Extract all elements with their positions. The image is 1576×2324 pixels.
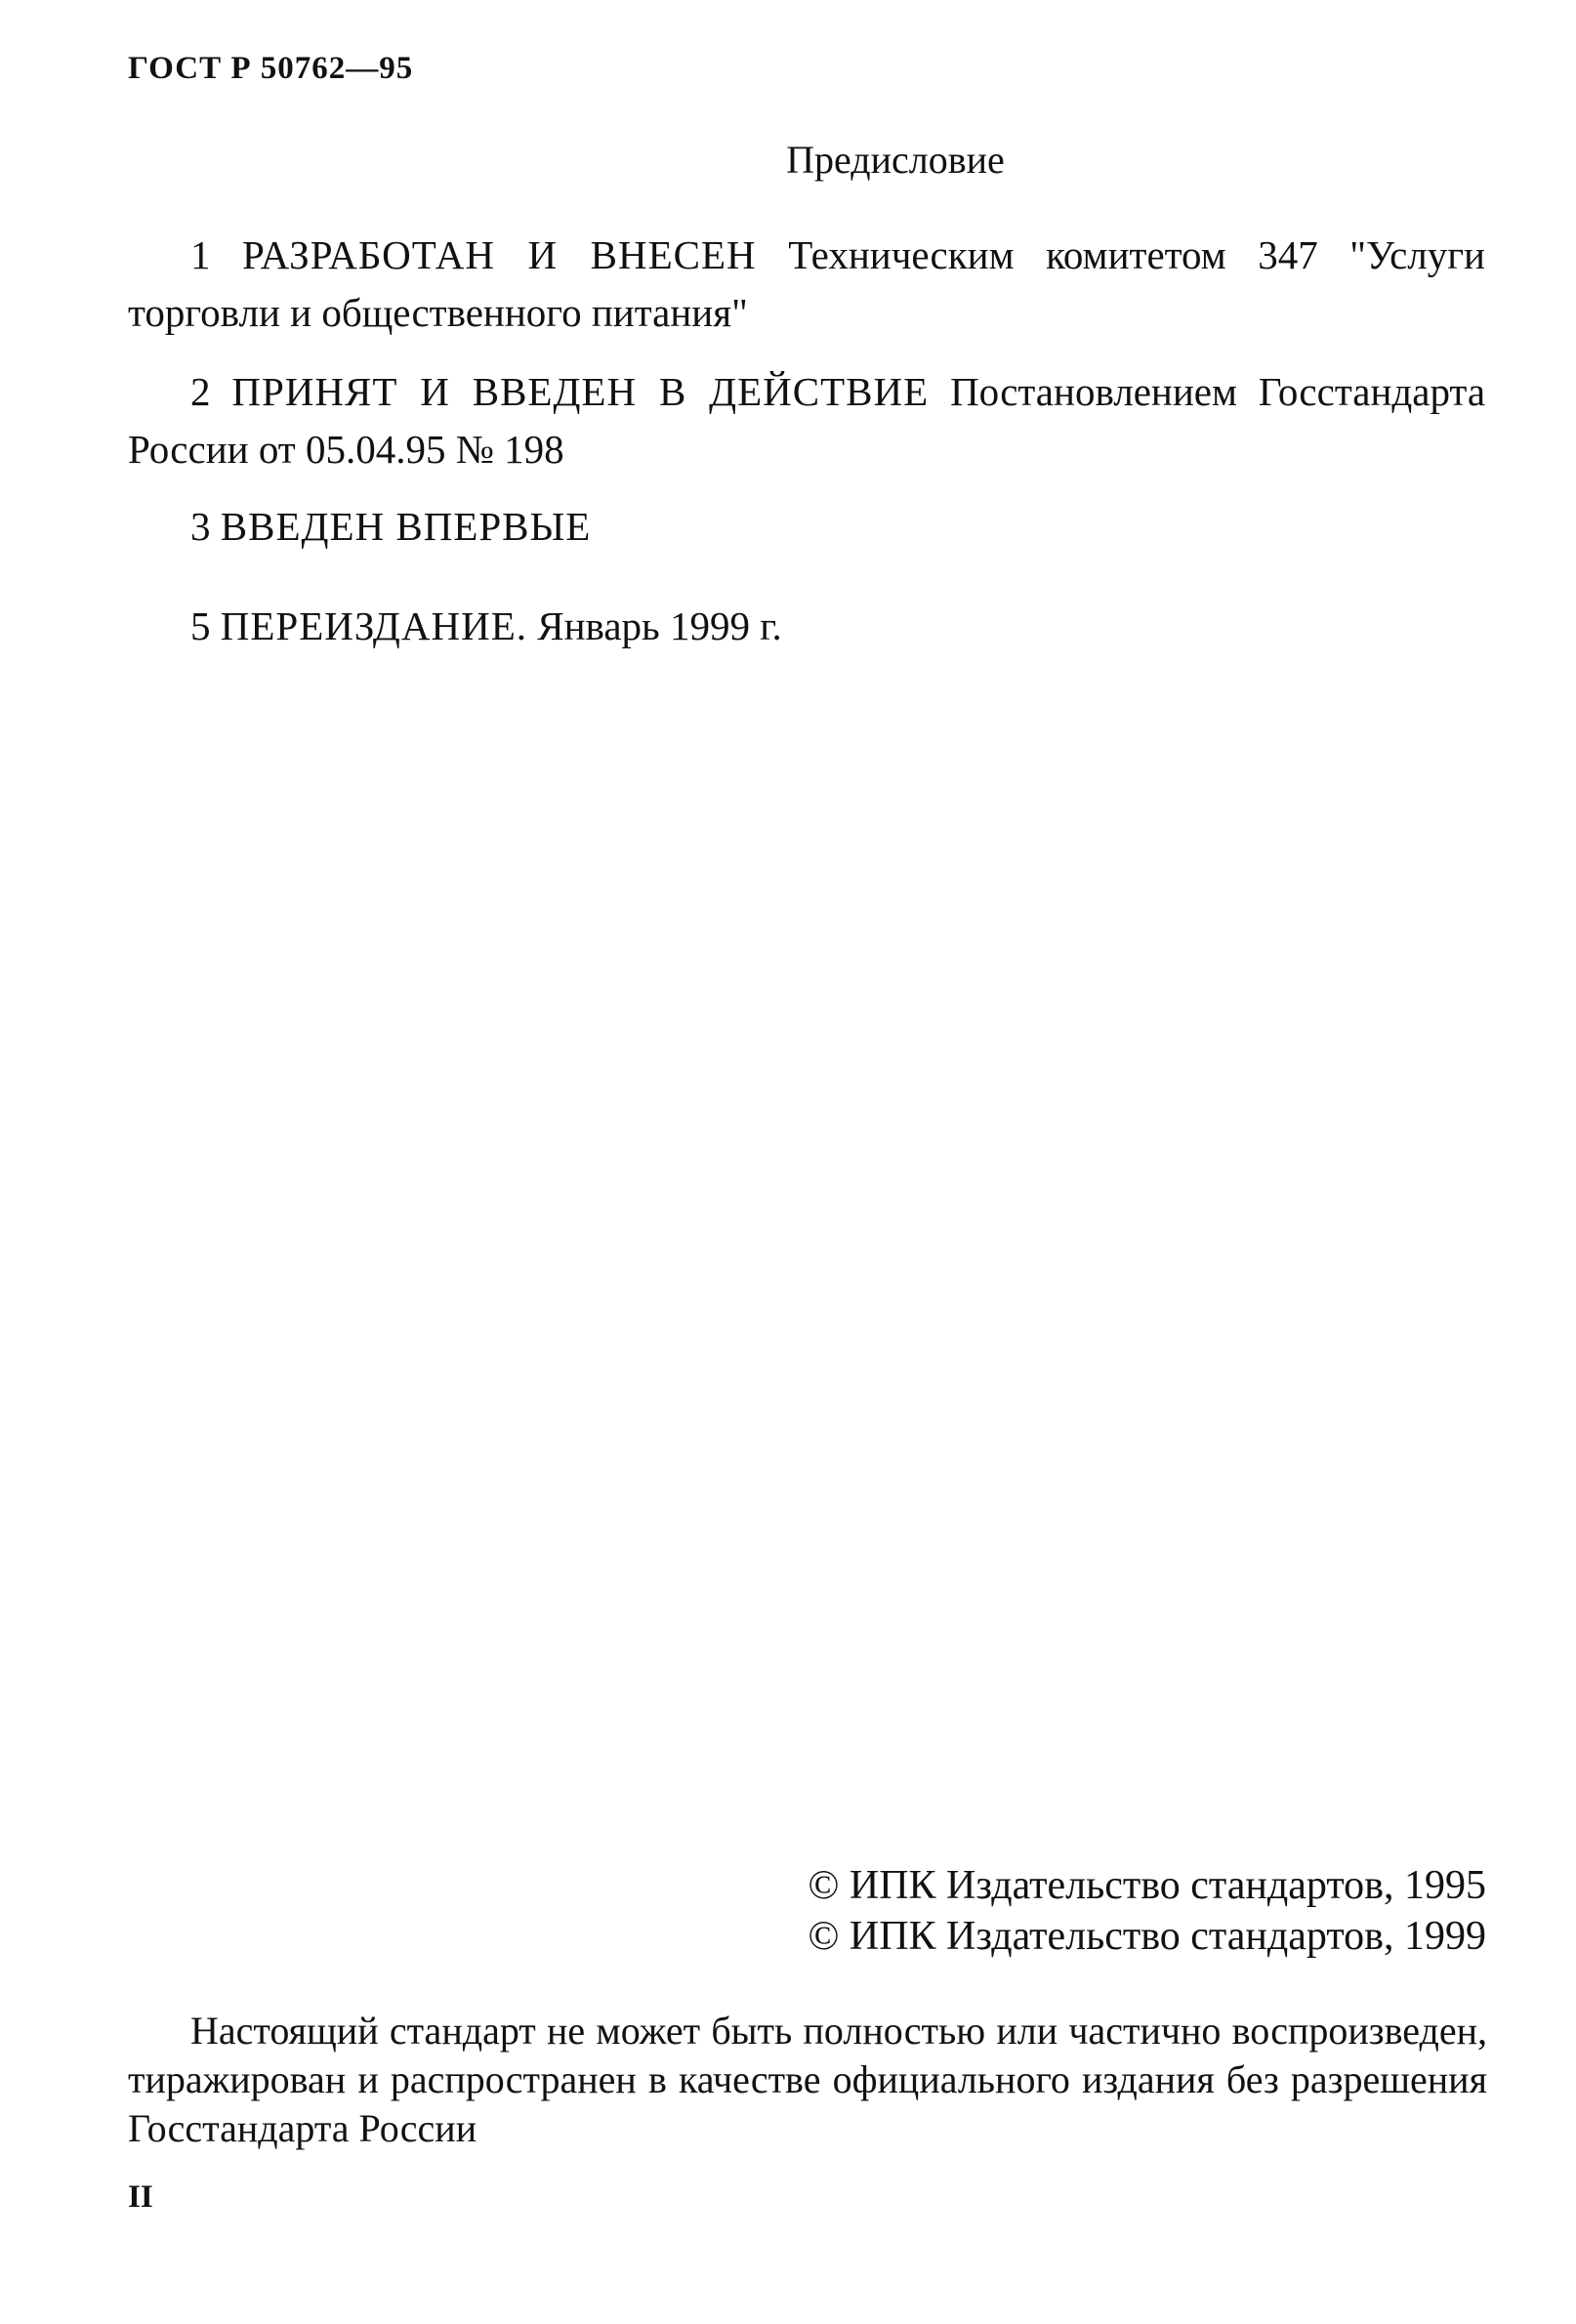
- item-number: 3: [190, 504, 211, 549]
- foreword-item-5: [128, 598, 1485, 655]
- page-number: II: [128, 2179, 153, 2215]
- copyright-block: [808, 1860, 1486, 1962]
- item-lead: РАЗРАБОТАН И ВНЕСЕН: [242, 232, 757, 277]
- reproduction-notice: [128, 2007, 1487, 2153]
- copyright-line-1995: © ИПК Издательство стандартов, 1995: [808, 1863, 1486, 1908]
- foreword-item-3: [128, 498, 1485, 556]
- item-lead: ПЕРЕИЗДАНИЕ.: [220, 603, 527, 648]
- foreword-item-2: [128, 363, 1485, 478]
- item-lead: ВВЕДЕН ВПЕРВЫЕ: [220, 504, 592, 549]
- copyright-line-1999: © ИПК Издательство стандартов, 1999: [808, 1914, 1486, 1959]
- foreword-title: Предисловие: [786, 138, 1005, 182]
- item-number: 2: [190, 369, 211, 414]
- document-code: ГОСТ Р 50762—95: [128, 51, 414, 86]
- item-number: 1: [190, 232, 211, 277]
- item-lead: ПРИНЯТ И ВВЕДЕН В ДЕЙСТВИЕ: [231, 369, 930, 414]
- item-text: Техническим комитетом 347 "Услуги торговли и общественного питания": [128, 232, 1485, 335]
- notice-text: Настоящий стандарт не может быть полностью или частично воспроизведен, тиражирован и распространен в качестве официального издания без разрешения Госстандарта России: [128, 2009, 1487, 2150]
- item-text: Январь 1999 г.: [537, 603, 782, 648]
- item-text: Постановлением Госстандарта России от 05.04.95 № 198: [128, 369, 1486, 472]
- foreword-item-1: [128, 227, 1485, 342]
- item-number: 5: [190, 603, 211, 648]
